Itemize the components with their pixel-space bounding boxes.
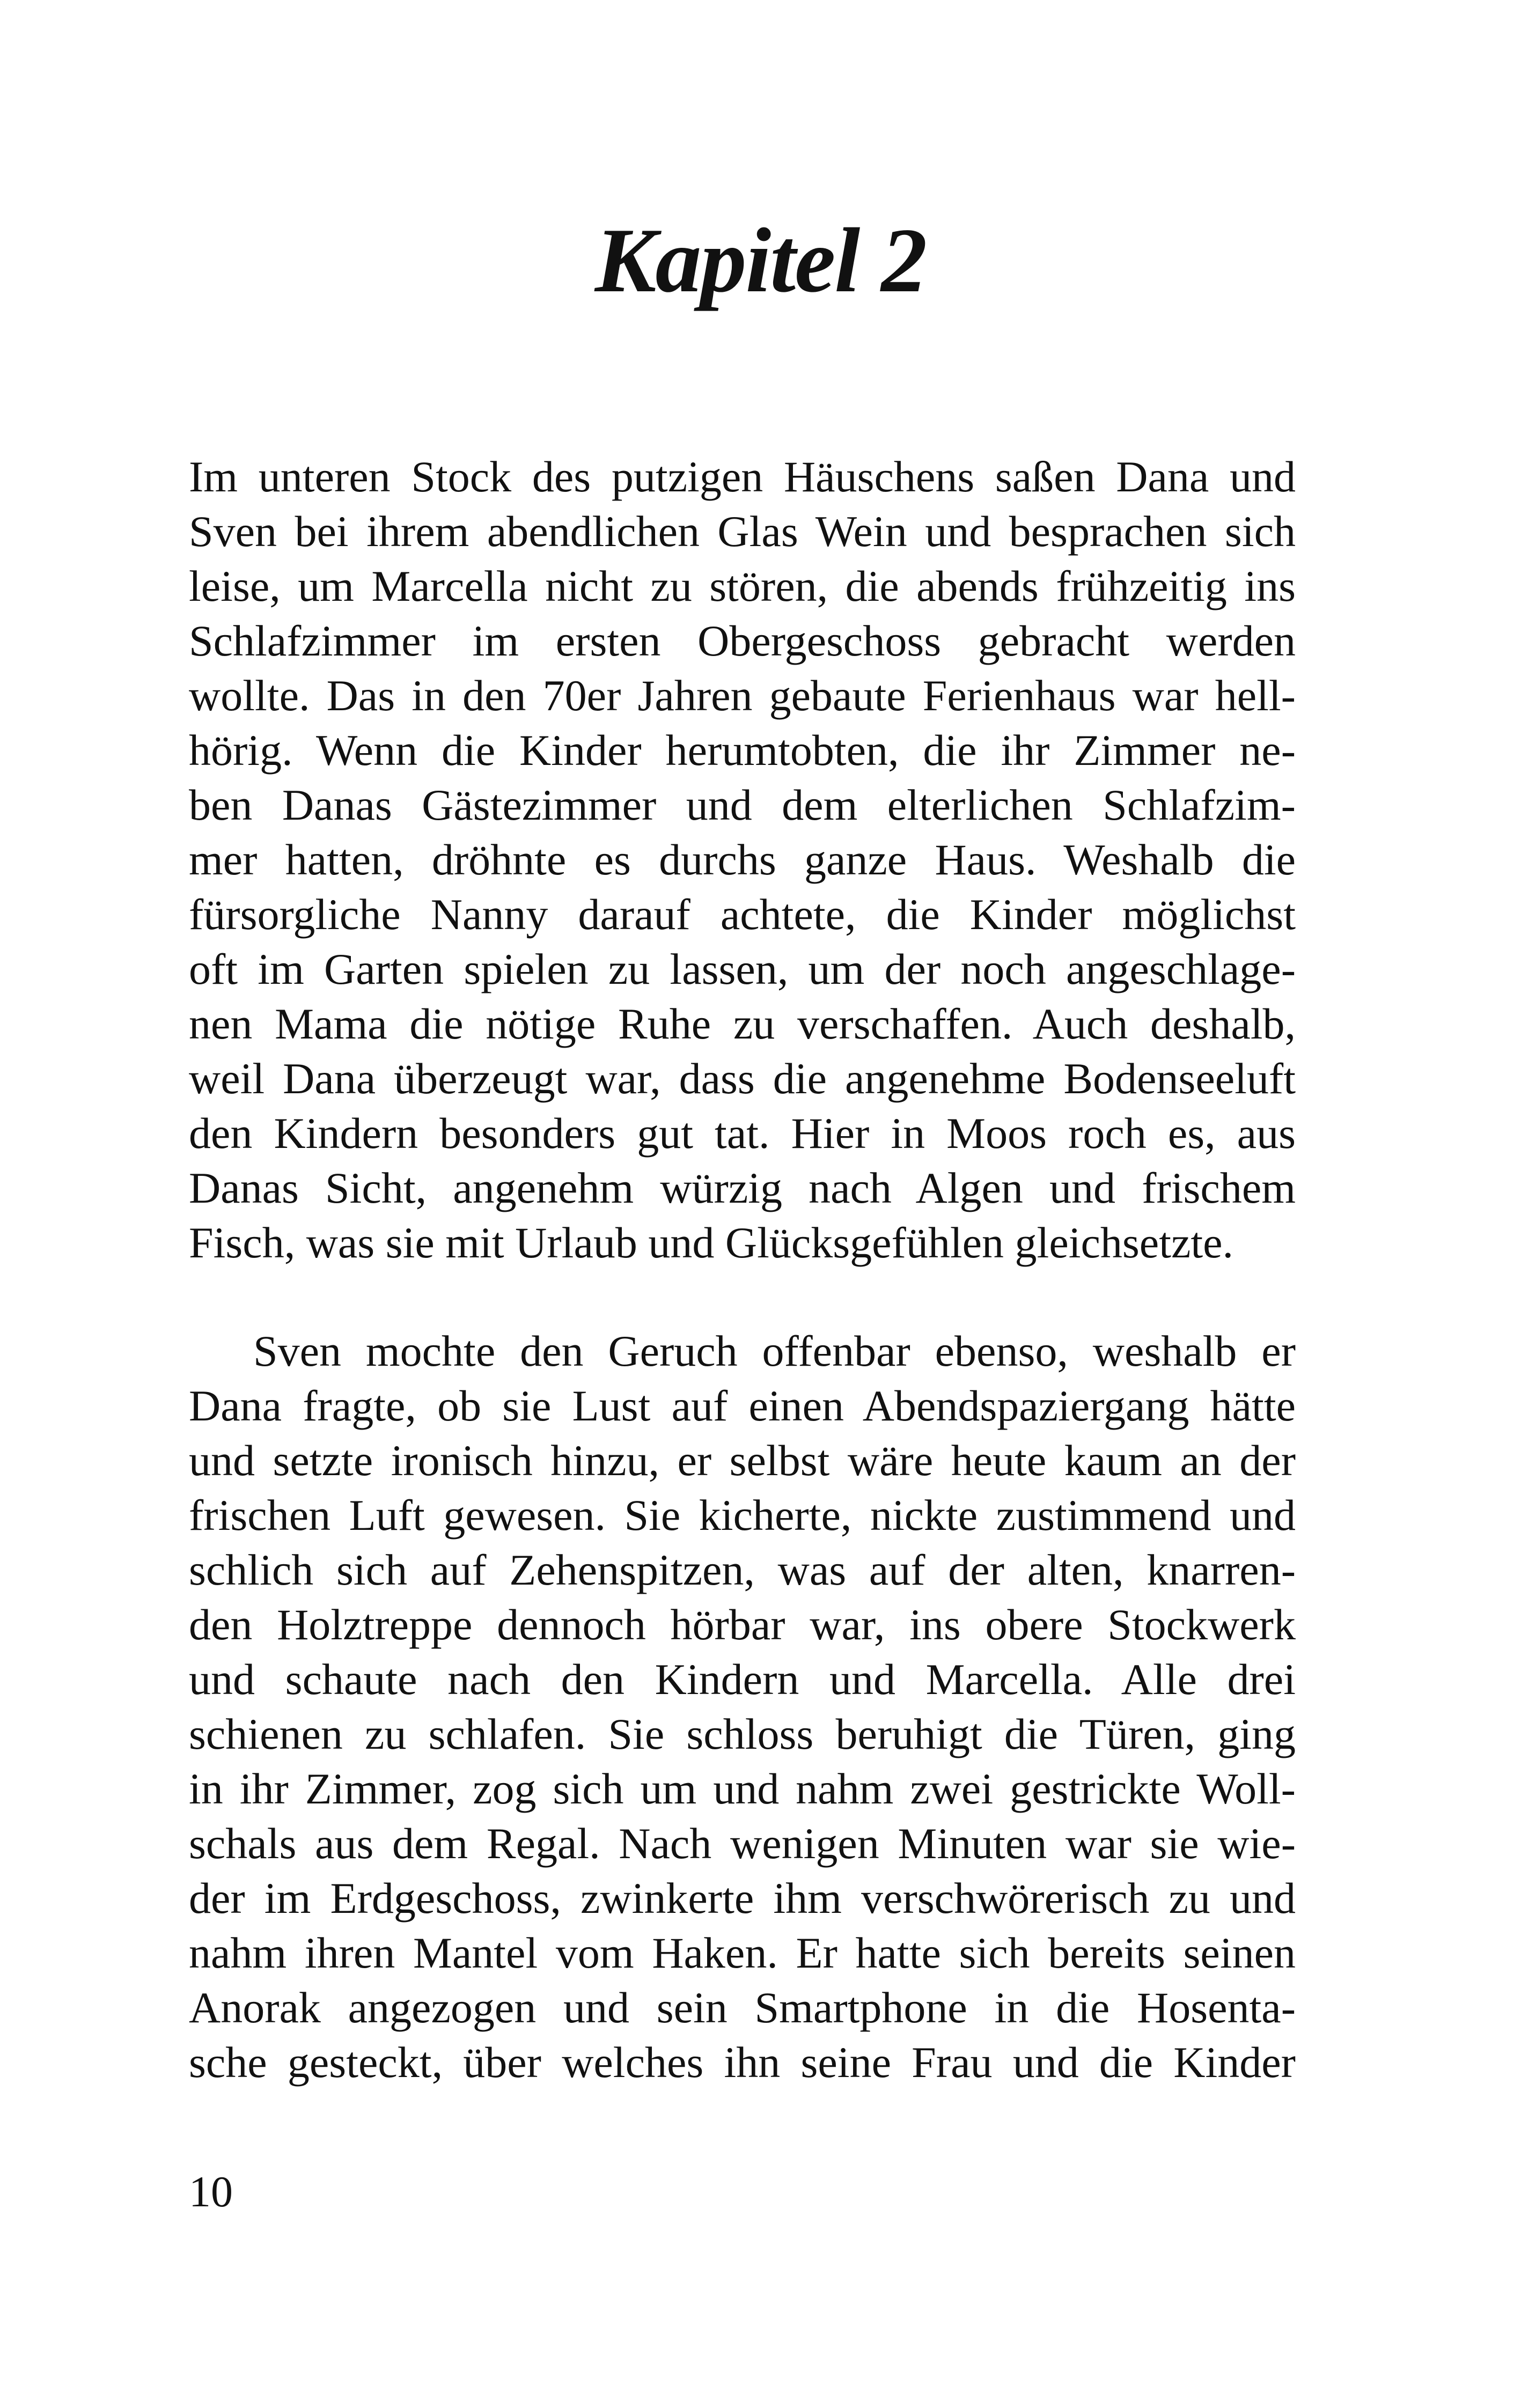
text-line: leise, um Marcella nicht zu stören, die abends frühzeitig ins — [189, 562, 1296, 610]
text-line: Danas Sicht, angenehm würzig nach Algen und frischem — [189, 1164, 1296, 1212]
text-line: Dana fragte, ob sie Lust auf einen Abendspaziergang hätte — [189, 1381, 1296, 1430]
text-line: in ihr Zimmer, zog sich um und nahm zwei gestrickte Woll- — [189, 1764, 1296, 1813]
text-line: frischen Luft gewesen. Sie kicherte, nickte zustimmend und — [189, 1491, 1296, 1540]
text-line: Anorak angezogen und sein Smartphone in die Hosenta- — [189, 1983, 1296, 2032]
paragraph — [189, 1324, 1296, 2090]
text-line: schals aus dem Regal. Nach wenigen Minuten war sie wie- — [189, 1819, 1296, 1868]
text-line: mer hatten, dröhnte es durchs ganze Haus. Weshalb die — [189, 835, 1296, 884]
paragraph — [189, 450, 1296, 1270]
chapter-title: Kapitel 2 — [594, 210, 927, 312]
text-line: den Holztreppe dennoch hörbar war, ins obere Stockwerk — [189, 1600, 1296, 1649]
text-line: Sven mochte den Geruch offenbar ebenso, weshalb er — [253, 1327, 1296, 1375]
text-line: hörig. Wenn die Kinder herumtobten, die ihr Zimmer ne- — [189, 726, 1296, 775]
text-line: weil Dana überzeugt war, dass die angenehme Bodenseeluft — [189, 1054, 1296, 1103]
text-line: oft im Garten spielen zu lassen, um der noch angeschlage- — [189, 945, 1296, 993]
text-line: und setzte ironisch hinzu, er selbst wäre heute kaum an der — [189, 1436, 1296, 1485]
text-line: nen Mama die nötige Ruhe zu verschaffen. Auch deshalb, — [189, 999, 1296, 1048]
text-line: wollte. Das in den 70er Jahren gebaute Ferienhaus war hell- — [189, 671, 1296, 720]
text-line: schlich sich auf Zehenspitzen, was auf der alten, knarren- — [189, 1545, 1296, 1594]
page-number: 10 — [189, 2167, 233, 2216]
text-line: Sven bei ihrem abendlichen Glas Wein und besprachen sich — [189, 507, 1296, 556]
text-line: schienen zu schlafen. Sie schloss beruhigt die Türen, ging — [189, 1710, 1296, 1758]
text-line: ben Danas Gästezimmer und dem elterlichen Schlafzim- — [189, 780, 1296, 829]
text-line: und schaute nach den Kindern und Marcella. Alle drei — [189, 1655, 1296, 1704]
text-line: sche gesteckt, über welches ihn seine Frau und die Kinder — [189, 2038, 1296, 2087]
text-line: Schlafzimmer im ersten Obergeschoss gebracht werden — [189, 616, 1296, 665]
text-line: der im Erdgeschoss, zwinkerte ihm verschwörerisch zu und — [189, 1874, 1296, 1923]
text-line: fürsorgliche Nanny darauf achtete, die Kinder möglichst — [189, 890, 1296, 939]
text-line: nahm ihren Mantel vom Haken. Er hatte sich bereits seinen — [189, 1928, 1296, 1977]
text-line: Im unteren Stock des putzigen Häuschens saßen Dana und — [189, 452, 1296, 501]
text-line: Fisch, was sie mit Urlaub und Glücksgefühlen gleichsetzte. — [189, 1218, 1234, 1267]
text-line: den Kindern besonders gut tat. Hier in Moos roch es, aus — [189, 1109, 1296, 1158]
